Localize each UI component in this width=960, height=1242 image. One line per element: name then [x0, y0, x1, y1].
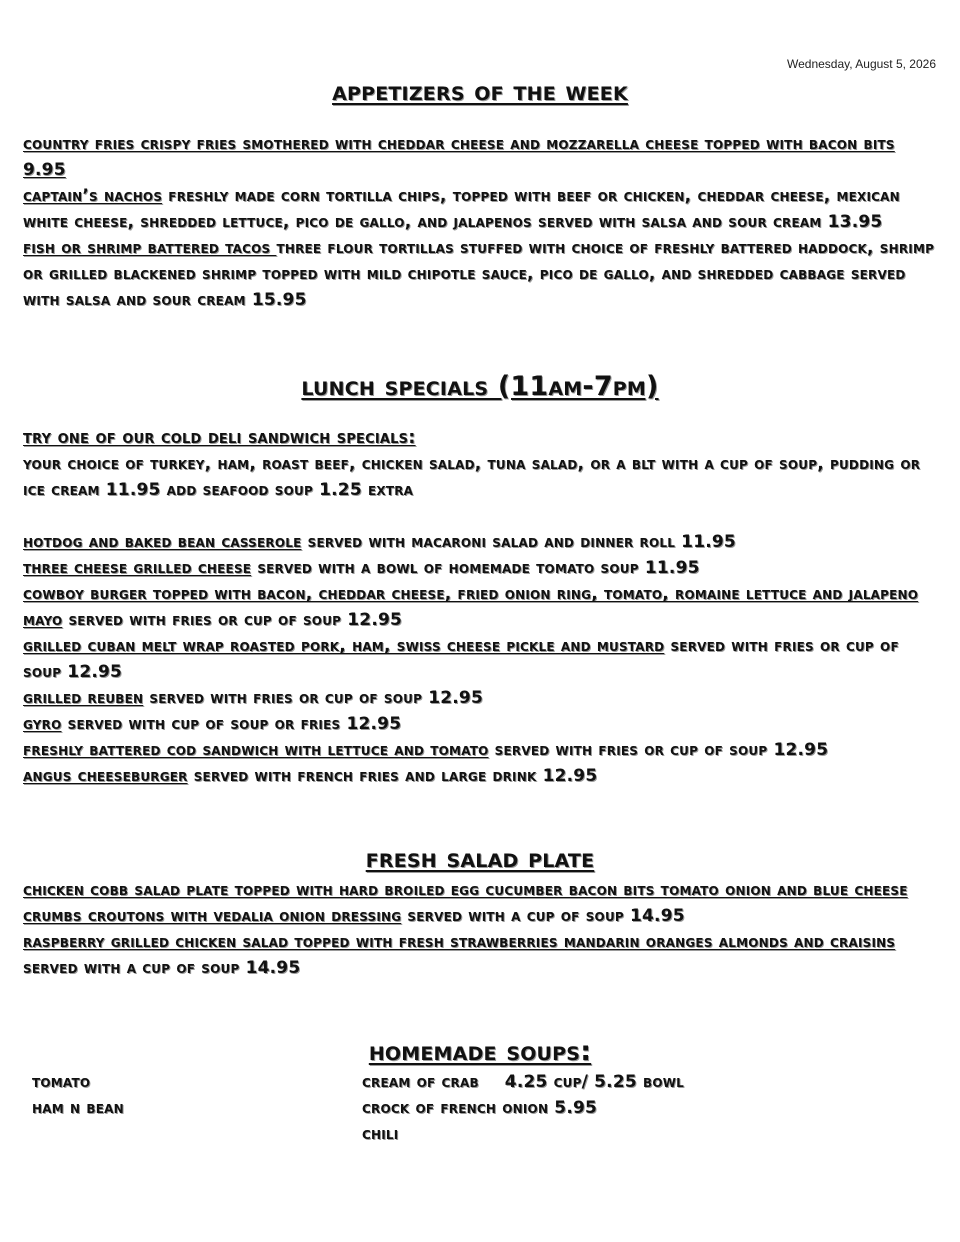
lunch-item: [23, 633, 938, 685]
soup-name: crock of french onion 5.95: [362, 1098, 598, 1118]
lunch-item-desc: served with macaroni salad and dinner roll 11.95: [301, 532, 736, 552]
salad-item: [23, 877, 938, 929]
print-date: Wednesday, August 5, 2026: [787, 57, 936, 71]
lunch-item: [23, 581, 938, 633]
lunch-item-name: three cheese grilled cheese: [23, 558, 252, 578]
lunch-item: [23, 529, 938, 555]
lunch-item-desc: served with fries or cup of soup 12.95: [23, 636, 899, 682]
appetizer-desc: freshly made corn tortilla chips, topped with beef or chicken, cheddar cheese, mexican white cheese, shredded lettuce, pico de gallo, and jalapenos served with salsa and sour cream 13.95: [23, 186, 900, 232]
lunch-item-name: angus cheeseburger: [23, 766, 188, 786]
lunch-item-desc: served with cup of soup or fries 12.95: [61, 714, 402, 734]
soup-item: tomato: [32, 1072, 91, 1092]
appetizer-item: [23, 131, 938, 183]
deli-description: your choice of turkey, ham, roast beef, chicken salad, tuna salad, or a blt with a cup of soup, pudding or ice cream 11.95 add seafood soup 1.25 extra: [23, 454, 921, 500]
lunch-item-desc: served with fries or cup of soup 12.95: [143, 688, 483, 708]
soup-item: [362, 1069, 684, 1095]
appetizer-name: captain’s nachos: [23, 186, 163, 206]
lunch-item-name: grilled cuban melt wrap roasted pork, ham, swiss cheese pickle and mustard: [23, 636, 665, 656]
soups-heading: homemade soups:: [368, 1036, 592, 1067]
lunch-item-desc: served with french fries and large drink 12.95: [187, 766, 598, 786]
salad-heading: fresh salad plate: [365, 843, 595, 874]
lunch-item-desc: served with fries or cup of soup 12.95: [488, 740, 829, 760]
salad-section: [23, 877, 938, 981]
soups-left-column: [32, 1069, 124, 1121]
lunch-deli-section: [23, 425, 938, 503]
lunch-item-name: freshly battered cod sandwich with lettuce and tomato: [23, 740, 489, 760]
lunch-item-desc: served with fries or cup of soup 12.95: [62, 610, 403, 630]
deli-title: try one of our cold deli sandwich specials:: [23, 427, 416, 448]
lunch-item-name: grilled reuben: [23, 688, 144, 708]
lunch-item-name: gyro: [23, 714, 62, 734]
lunch-item: [23, 737, 938, 763]
soup-name: cream of crab: [362, 1072, 479, 1092]
salad-item-desc: served with a cup of soup 14.95: [401, 906, 685, 926]
soup-item: ham n bean: [32, 1098, 124, 1118]
appetizer-name: country fries crispy fries smothered with cheddar cheese and mozzarella cheese topped with bacon bits 9.95: [23, 134, 895, 180]
lunch-item: [23, 685, 938, 711]
soup-price: 4.25 cup/ 5.25 bowl: [504, 1072, 685, 1092]
salad-item-name: raspberry grilled chicken salad topped with fresh strawberries mandarin oranges almonds and craisins: [23, 932, 896, 952]
salad-item-name: chicken cobb salad plate topped with hard broiled egg cucumber bacon bits tomato onion and blue cheese crumbs croutons with vedalia onion dressing: [23, 880, 908, 926]
appetizer-desc: three flour tortillas stuffed with choice of freshly battered haddock, shrimp or grilled blackened shrimp topped with mild chipotle sauce, pico de gallo, and shredded cabbage served with salsa and sour cream 15.95: [23, 238, 935, 310]
soup-item: [362, 1095, 684, 1121]
appetizer-item: [23, 235, 938, 313]
appetizer-name: fish or shrimp battered tacos: [23, 238, 277, 258]
lunch-item-name: cowboy burger topped with bacon, cheddar cheese, fried onion ring, tomato, romaine lettuce and jalapeno mayo: [23, 584, 919, 630]
soup-name: chili: [362, 1124, 399, 1144]
appetizer-item: [23, 183, 938, 235]
salad-item-desc: served with a cup of soup 14.95: [23, 958, 301, 978]
lunch-specials-heading: lunch specials (11am-7pm): [301, 371, 659, 402]
lunch-item-desc: served with a bowl of homemade tomato soup 11.95: [251, 558, 700, 578]
appetizers-section: [23, 131, 938, 313]
lunch-item: [23, 711, 938, 737]
lunch-item: [23, 555, 938, 581]
appetizers-heading: appetizers of the week: [332, 76, 628, 107]
salad-item: [23, 929, 938, 981]
lunch-item-name: hotdog and baked bean casserole: [23, 532, 302, 552]
soups-right-column: [362, 1069, 684, 1147]
lunch-items-section: [23, 529, 938, 789]
soup-item: [362, 1121, 684, 1147]
lunch-item: [23, 763, 938, 789]
